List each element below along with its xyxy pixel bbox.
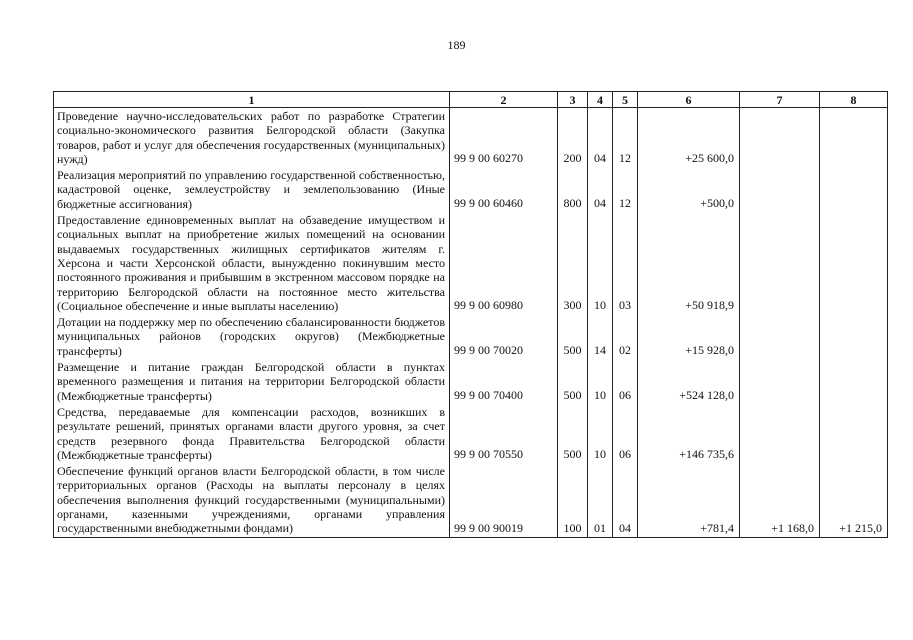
row-rz: 10 bbox=[588, 359, 613, 404]
row-rz: 14 bbox=[588, 314, 613, 359]
row-amount-2 bbox=[740, 212, 820, 314]
column-header-3: 3 bbox=[558, 92, 588, 108]
row-pr: 06 bbox=[613, 404, 638, 463]
row-amount-1: +524 128,0 bbox=[638, 359, 740, 404]
row-pr: 02 bbox=[613, 314, 638, 359]
row-amount-3 bbox=[820, 314, 888, 359]
table-row bbox=[54, 404, 888, 463]
row-description: Размещение и питание граждан Белгородской области в пунктах временного размещения и питания на территории Белгородской области (Межбюджетные трансферты) bbox=[54, 359, 450, 404]
table-row bbox=[54, 167, 888, 212]
row-rz: 10 bbox=[588, 212, 613, 314]
column-header-8: 8 bbox=[820, 92, 888, 108]
row-pr: 03 bbox=[613, 212, 638, 314]
row-amount-2 bbox=[740, 108, 820, 168]
column-header-4: 4 bbox=[588, 92, 613, 108]
row-code: 99 9 00 60270 bbox=[450, 108, 558, 168]
row-amount-2 bbox=[740, 359, 820, 404]
column-header-1: 1 bbox=[54, 92, 450, 108]
row-amount-2 bbox=[740, 404, 820, 463]
table-row bbox=[54, 463, 888, 537]
column-header-7: 7 bbox=[740, 92, 820, 108]
row-vr: 300 bbox=[558, 212, 588, 314]
column-header-6: 6 bbox=[638, 92, 740, 108]
row-rz: 01 bbox=[588, 463, 613, 537]
row-vr: 500 bbox=[558, 404, 588, 463]
row-amount-3 bbox=[820, 404, 888, 463]
table-row bbox=[54, 314, 888, 359]
row-amount-1: +781,4 bbox=[638, 463, 740, 537]
row-code: 99 9 00 70020 bbox=[450, 314, 558, 359]
row-pr: 12 bbox=[613, 167, 638, 212]
table-row bbox=[54, 359, 888, 404]
row-rz: 10 bbox=[588, 404, 613, 463]
row-description: Реализация мероприятий по управлению государственной собственностью, кадастровой оценке, землеустройству и землепользованию (Иные бюджетные ассигнования) bbox=[54, 167, 450, 212]
row-amount-3 bbox=[820, 212, 888, 314]
row-amount-2 bbox=[740, 314, 820, 359]
row-amount-1: +146 735,6 bbox=[638, 404, 740, 463]
row-code: 99 9 00 60980 bbox=[450, 212, 558, 314]
row-pr: 06 bbox=[613, 359, 638, 404]
page-number: 189 bbox=[447, 38, 466, 52]
row-rz: 04 bbox=[588, 167, 613, 212]
column-header-5: 5 bbox=[613, 92, 638, 108]
table-row bbox=[54, 108, 888, 168]
row-code: 99 9 00 70550 bbox=[450, 404, 558, 463]
row-vr: 500 bbox=[558, 314, 588, 359]
row-description: Предоставление единовременных выплат на обзаведение имуществом и социальных выплат на приобретение жилых помещений на основании выдаваемых государственных жилищных сертификатов жителям г. Херсона и части Херсонской области, вынужденно покинувшим место постоянного проживания и прибывшим в экстренном массовом порядке на территорию Белгородской области на постоянное место жительства (Социальное обеспечение и иные выплаты населению) bbox=[54, 212, 450, 314]
row-amount-1: +15 928,0 bbox=[638, 314, 740, 359]
row-code: 99 9 00 70400 bbox=[450, 359, 558, 404]
row-amount-3 bbox=[820, 108, 888, 168]
row-amount-3 bbox=[820, 359, 888, 404]
row-code: 99 9 00 90019 bbox=[450, 463, 558, 537]
row-amount-1: +25 600,0 bbox=[638, 108, 740, 168]
row-code: 99 9 00 60460 bbox=[450, 167, 558, 212]
row-rz: 04 bbox=[588, 108, 613, 168]
row-vr: 800 bbox=[558, 167, 588, 212]
row-amount-1: +500,0 bbox=[638, 167, 740, 212]
row-amount-1: +50 918,9 bbox=[638, 212, 740, 314]
row-amount-2 bbox=[740, 167, 820, 212]
row-vr: 100 bbox=[558, 463, 588, 537]
table-row bbox=[54, 212, 888, 314]
column-header-2: 2 bbox=[450, 92, 558, 108]
row-vr: 200 bbox=[558, 108, 588, 168]
row-vr: 500 bbox=[558, 359, 588, 404]
budget-table bbox=[53, 91, 888, 538]
row-amount-2: +1 168,0 bbox=[740, 463, 820, 537]
row-description: Проведение научно-исследовательских работ по разработке Стратегии социально-экономического развития Белгородской области (Закупка товаров, работ и услуг для обеспечения государственных (муниципальных) нужд) bbox=[54, 108, 450, 168]
row-description: Обеспечение функций органов власти Белгородской области, в том числе территориальных органов (Расходы на выплаты персоналу в целях обеспечения выполнения функций государственными (муниципальными) органами, казенными учреждениями, органами управления государственными внебюджетными фондами) bbox=[54, 463, 450, 537]
row-description: Дотации на поддержку мер по обеспечению сбалансированности бюджетов муниципальных районов (городских округов) (Межбюджетные трансферты) bbox=[54, 314, 450, 359]
row-amount-3: +1 215,0 bbox=[820, 463, 888, 537]
header-row bbox=[54, 92, 888, 108]
row-pr: 12 bbox=[613, 108, 638, 168]
row-amount-3 bbox=[820, 167, 888, 212]
row-pr: 04 bbox=[613, 463, 638, 537]
row-description: Средства, передаваемые для компенсации расходов, возникших в результате решений, принятых органами власти другого уровня, за счет средств резервного фонда Правительства Белгородской области (Межбюджетные трансферты) bbox=[54, 404, 450, 463]
